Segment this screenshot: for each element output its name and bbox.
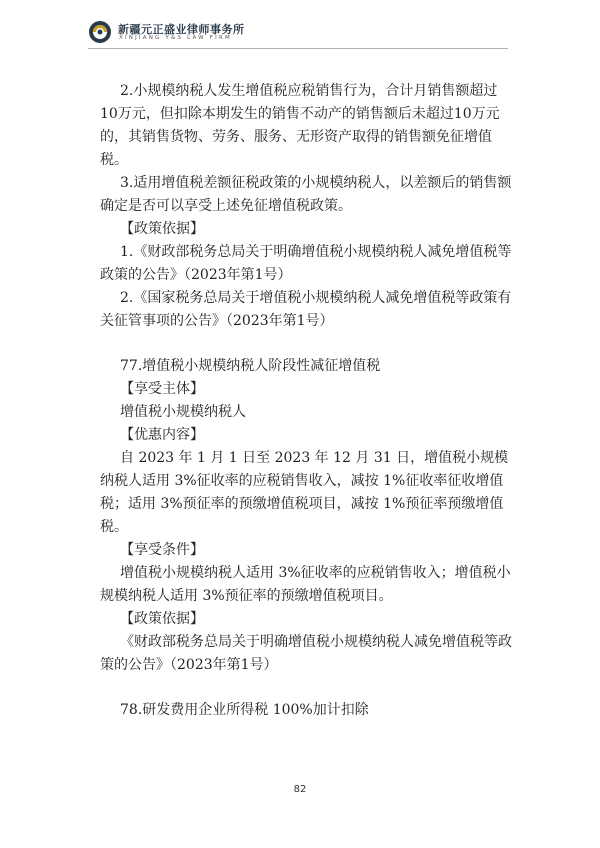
paragraph: 【政策依据】	[120, 611, 204, 627]
firm-name-cn: 新疆元正盛业律师事务所	[118, 23, 245, 36]
section-heading: 77.增值税小规模纳税人阶段性减征增值税	[120, 358, 381, 374]
paragraph: 2.《国家税务总局关于增值税小规模纳税人减免增值税等政策有关征管事项的公告》（2023年第1号）	[100, 290, 512, 329]
document-header	[88, 20, 318, 46]
document-body	[100, 80, 515, 722]
header-divider	[88, 48, 508, 49]
paragraph: 【享受条件】	[120, 542, 204, 558]
section-heading: 78.研发费用企业所得税 100%加计扣除	[120, 702, 369, 718]
paragraph: 3.适用增值税差额征税政策的小规模纳税人，以差额后的销售额确定是否可以享受上述免征增值税政策。	[100, 175, 512, 214]
page-number: 82	[293, 784, 307, 795]
paragraph: 【政策依据】	[120, 221, 204, 237]
paragraph: 【享受主体】	[120, 381, 204, 397]
firm-name-en: XINJIANG Y&S LAW FIRM	[119, 35, 232, 41]
paragraph: 2.小规模纳税人发生增值税应税销售行为，合计月销售额超过10万元，但扣除本期发生的销售不动产的销售额后未超过10万元的，其销售货物、劳务、服务、无形资产取得的销售额免征增值税。	[100, 83, 500, 168]
firm-logo-icon	[88, 20, 112, 44]
paragraph: 1.《财政部税务总局关于明确增值税小规模纳税人减免增值税等政策的公告》（2023年第1号）	[100, 244, 512, 283]
paragraph: 自 2023 年 1 月 1 日至 2023 年 12 月 31 日，增值税小规模纳税人适用 3%征收率的应税销售收入，减按 1%征收率征收增值税；适用 3%预征率的预缴增值税项目，减按 1%预征率预缴增值税。	[100, 450, 509, 535]
paragraph: 【优惠内容】	[120, 427, 204, 443]
paragraph: 增值税小规模纳税人适用 3%征收率的应税销售收入；增值税小规模纳税人适用 3%预征率的预缴增值税项目。	[100, 565, 511, 604]
paragraph: 《财政部税务总局关于明确增值税小规模纳税人减免增值税等政策的公告》（2023年第1号）	[100, 634, 512, 673]
paragraph: 增值税小规模纳税人	[120, 404, 246, 420]
